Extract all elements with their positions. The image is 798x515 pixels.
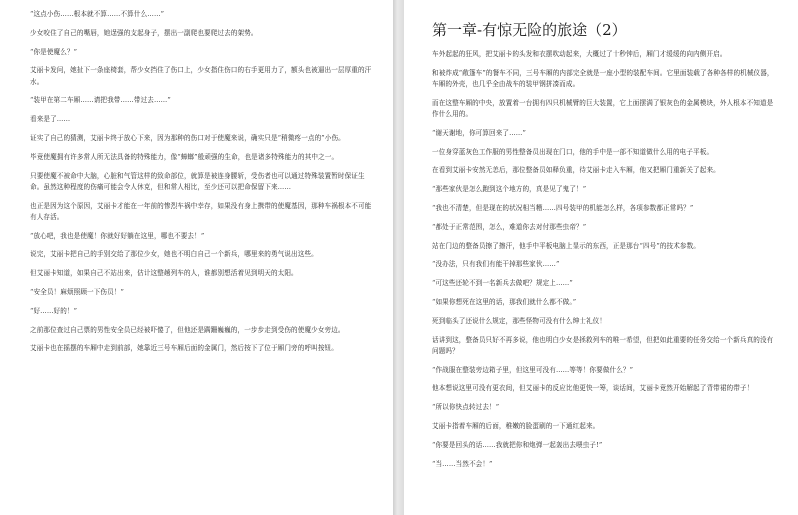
paragraph: “这点小伤……根本就不算……不算什么……”	[30, 10, 165, 18]
paragraph: 他本想说这里可没有更衣间，但艾丽卡的反应比他更快一筹，谈话间，艾丽卡竟然开始解起了背带裙的带子！	[432, 384, 754, 393]
paragraph: 少女咬住了自己的嘴唇，她逞强的支起身子，摆出一副爬也要爬过去的架势。	[30, 28, 258, 37]
paragraph: “好……好的！”	[30, 306, 78, 315]
paragraph: “我也不清楚，但是现在的状况相当糟……四号装甲的机能怎么样，各项参数都正常吗？”	[432, 203, 694, 212]
paragraph: 死到临头了还说什么规定，那些怪物可没有什么绅士礼仪！	[432, 316, 607, 325]
paragraph: 一位身穿蓝灰色工作服的男性整备员出现在门口，他的手中是一部不知道做什么用的电子平板。	[432, 147, 714, 156]
paragraph: 毕竟使魔拥有许多常人所无法具备的特殊能力，像“蟑螂”般顽强的生命，也是诸多特殊能力的其中之一。	[30, 152, 339, 161]
paragraph: 站在门边的整备员擦了擦汗，他手中平板电脑上显示的东西，正是那台“四号”的技术参数。	[432, 241, 700, 250]
left-page	[0, 0, 393, 515]
paragraph: “作战服在整装旁边箱子里，但这里可没有……等等！你要做什么？”	[432, 365, 634, 374]
paragraph: 和被炸成“敞篷车”的餐车不同，三号车厢的内部完全就是一座小型的装配车间。它里面装载了各种各样的机械仪器，车厢的外壳，也几乎全由战车的装甲钢拼凑而成。	[432, 68, 774, 88]
paragraph: “可这些还轮不到一名新兵去做吧？规定上……”	[432, 279, 573, 288]
paragraph: “那些家伙是怎么跑到这个地方的，真是见了鬼了！”	[432, 185, 587, 194]
paragraph: 在看到艾丽卡安然无恙后，那位整备员如释负重，待艾丽卡走入车厢，他又把厢门重新关了起来。	[432, 166, 720, 175]
paragraph: “放心吧，我也是使魔！你就好好躺在这里，哪也不要去！”	[30, 231, 205, 240]
paragraph: “谢天谢地，你可算回来了……”	[432, 128, 526, 137]
paragraph: 话讲到这，整备员只好不再多说，他也明白少女是拯救列车的唯一希望，但把如此重要的任务交给一个新兵真的没有问题吗？	[432, 335, 774, 355]
paragraph: 看来是了……	[30, 115, 71, 124]
right-page	[404, 0, 798, 515]
paragraph: “所以你快点转过去！”	[432, 403, 500, 412]
paragraph: 但艾丽卡知道，如果自己不站出来，估计这整趟列车的人，谁都别想活着见到明天的太阳。	[30, 269, 298, 278]
paragraph: 说完，艾丽卡把自己的手别交给了那位少女，她也不明白自己一个新兵，哪里来的勇气说出这些。	[30, 250, 318, 259]
chapter-title: 第一章-有惊无险的旅途（2）	[432, 21, 627, 39]
paragraph: “你要是回头的话……我就把你和炮弹一起轰出去喂虫子!”	[432, 440, 603, 449]
paragraph: “装甲在第二车厢……请把我带……带过去……”	[30, 96, 171, 105]
paragraph: 证实了自己的猜测，艾丽卡终于放心下来，因为那种的伤口对于使魔来说，确实只是“稍微疼一点的”小伤。	[30, 133, 345, 142]
paragraph: “你是使魔么？”	[30, 47, 78, 56]
paragraph: 艾丽卡指着车厢的后面，稚嫩的脸蛋刷的一下通红起来。	[432, 421, 600, 430]
paragraph: 只要使魔不被命中大脑，心脏和气管这样的致命部位，就算是被连身腰斩，受伤者也可以通过特殊装置暂时保证生命。虽然这种程度的伤痛可能会令人休克，但和常人相比，至少还可以把命保留下来……	[30, 171, 365, 191]
paragraph: “如果你想死在这里的话，那我们就什么都不做。”	[432, 297, 577, 306]
paragraph: “安全员！麻烦照顾一下伤员！”	[30, 287, 124, 296]
paragraph: 也正是因为这个原因，艾丽卡才能在一年前的惨烈车祸中幸存，如果没有身上携带的使魔基因，那种车祸根本不可能有人存活。	[30, 201, 372, 221]
paragraph: 之前那位查过自己票的男性安全员已经被吓傻了，但他还是蹒跚巍巍的，一步步走到受伤的使魔少女旁边。	[30, 325, 345, 334]
paragraph: 艾丽卡也在摇摆的车厢中走到前部，她靠近三号车厢后面的金属门，然后按下了位于厢门旁的呼叫按钮。	[30, 344, 338, 353]
paragraph: “当……当然不会！”	[432, 459, 493, 468]
paragraph: “没办法，只有我们有能干掉那些家伙……”	[432, 260, 560, 269]
paragraph: “都处于正常范围，怎么，难道你去对付那些虫帝？”	[432, 222, 587, 231]
paragraph: 而在这整车厢的中央，放置着一台拥有四只机械臂的巨大装置，它上面摆满了银灰色的金属模块，外人根本不知道是作什么用的。	[432, 98, 774, 118]
paragraph: 车外起起的狂风，把艾丽卡的头发和衣摆吹动起来，大概过了十秒钟后，厢门才缓缓的向内侧开启。	[432, 50, 727, 58]
book-gutter	[393, 0, 404, 515]
paragraph: 艾丽卡发问，她扯下一条座椅套，帮少女挡住了伤口上，少女指住伤口的右手更用力了，额头也被逼出一层厚重的汗水。	[30, 66, 372, 86]
right-page-body	[432, 49, 778, 470]
